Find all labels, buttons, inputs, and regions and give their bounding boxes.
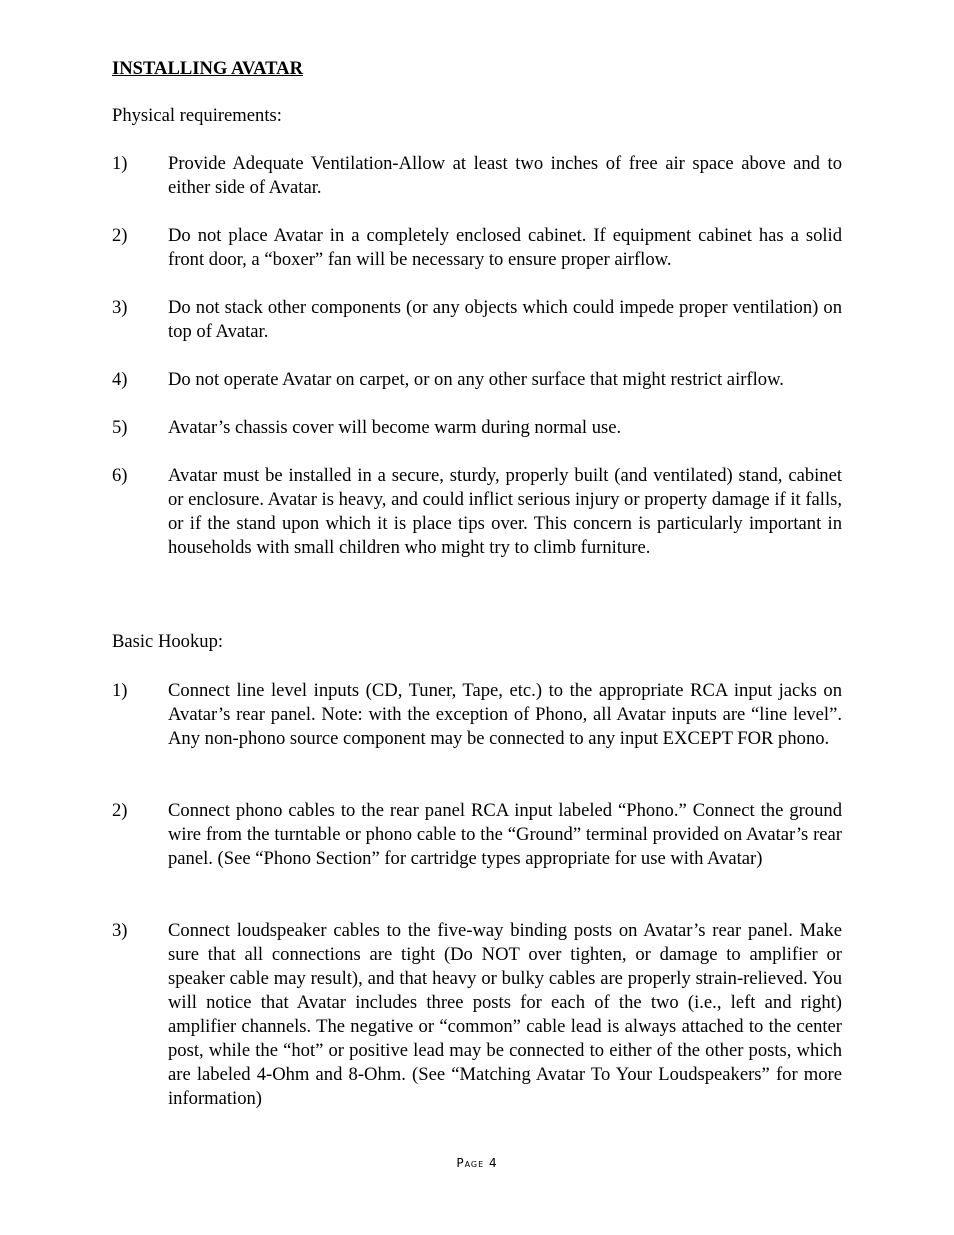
item-text: Provide Adequate Ventilation-Allow at least two inches of free air space above and to either side of Avatar. — [168, 153, 842, 198]
item-number: 4) — [112, 369, 128, 390]
item-number: 1) — [112, 153, 128, 174]
item-text: Do not place Avatar in a completely enclosed cabinet. If equipment cabinet has a solid front door, a “boxer” fan will be necessary to ensure proper airflow. — [168, 225, 842, 270]
item-number: 3) — [112, 920, 128, 941]
item-text: Connect phono cables to the rear panel RCA input labeled “Phono.” Connect the ground wire from the turntable or phono cable to the “Ground” terminal provided on Avatar’s rear panel. (See “Phono Section” for cartridge types appropriate for use with Avatar) — [168, 800, 842, 869]
page-number: Page 4 — [456, 1156, 498, 1170]
section-title: INSTALLING AVATAR — [112, 58, 303, 79]
item-number: 3) — [112, 297, 128, 318]
item-text: Avatar must be installed in a secure, sturdy, properly built (and ventilated) stand, cabinet or enclosure. Avatar is heavy, and could inflict serious injury or property damage if it falls, or if the stand upon which it is place tips over. This concern is particularly important in households with small children who might try to climb furniture. — [168, 465, 842, 558]
item-text: Connect line level inputs (CD, Tuner, Tape, etc.) to the appropriate RCA input jacks on Avatar’s rear panel. Note: with the exception of Phono, all Avatar inputs are “line level”. Any non-phono source component may be connected to any input EXCEPT FOR phono. — [168, 680, 842, 749]
item-text: Avatar’s chassis cover will become warm during normal use. — [168, 417, 622, 438]
item-number: 1) — [112, 680, 128, 701]
item-number: 2) — [112, 225, 128, 246]
item-text: Do not operate Avatar on carpet, or on any other surface that might restrict airflow. — [168, 369, 784, 390]
basic-hookup-heading: Basic Hookup: — [112, 631, 224, 652]
item-text: Connect loudspeaker cables to the five-way binding posts on Avatar’s rear panel. Make sure that all connections are tight (Do NOT over tighten, or damage to amplifier or speaker cable may result), and that heavy or bulky cables are properly strain-relieved. You will notice that Avatar includes three posts for each of the two (i.e., left and right) amplifier channels. The negative or “common” cable lead is always attached to the center post, while the “hot” or positive lead may be connected to either of the other posts, which are labeled 4-Ohm and 8-Ohm. (See “Matching Avatar To Your Loudspeakers” for more information) — [168, 920, 842, 1109]
item-number: 6) — [112, 465, 128, 486]
physical-requirements-heading: Physical requirements: — [112, 105, 282, 126]
item-text: Do not stack other components (or any objects which could impede proper ventilation) on top of Avatar. — [168, 297, 842, 342]
item-number: 2) — [112, 800, 128, 821]
item-number: 5) — [112, 417, 128, 438]
